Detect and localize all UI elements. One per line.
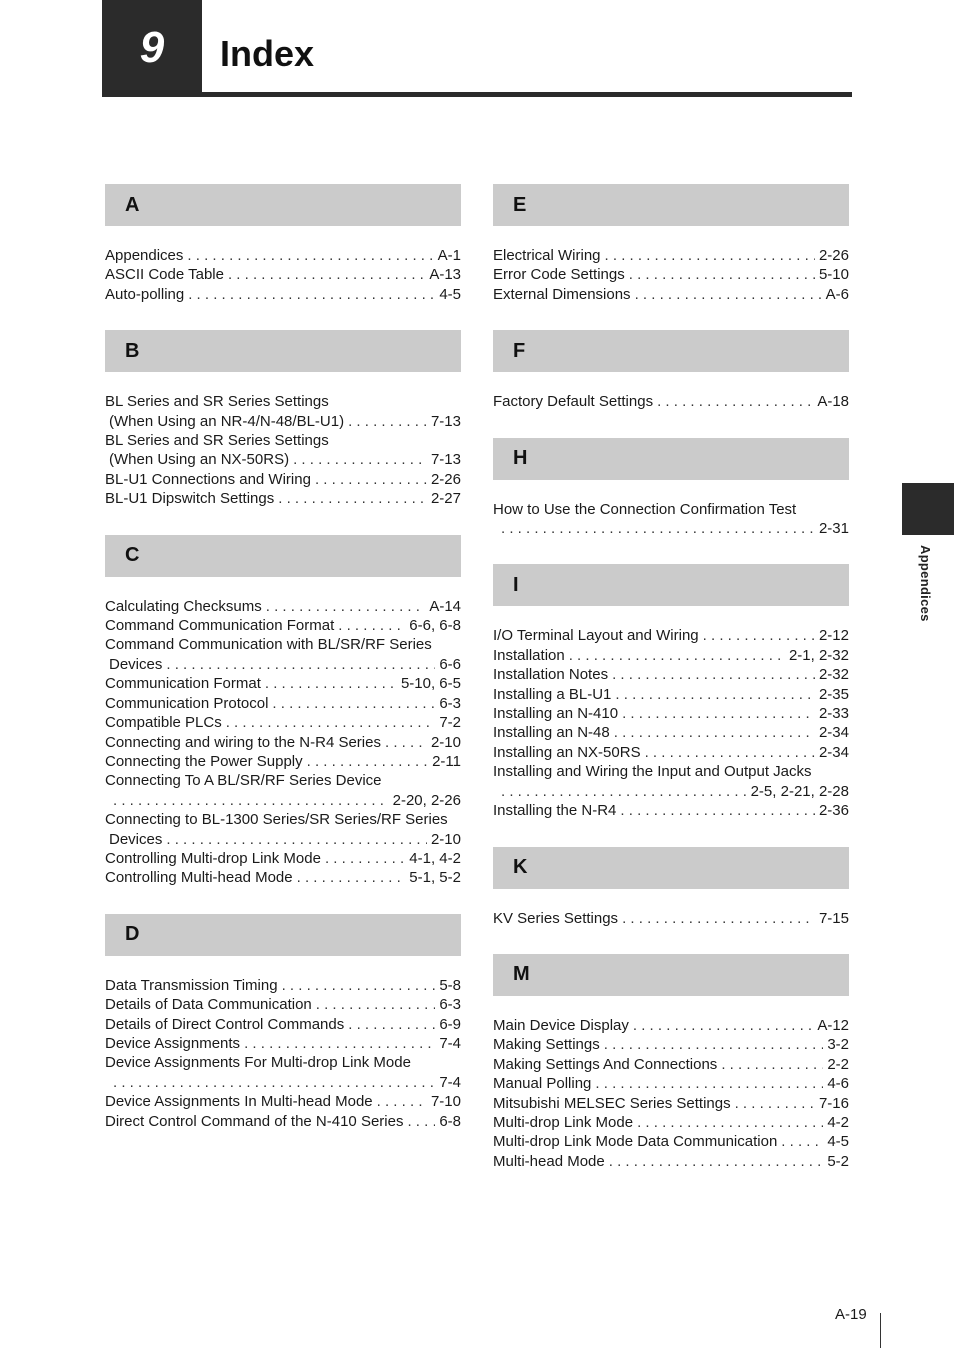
index-entry-line — [105, 431, 461, 450]
dot-leader — [297, 868, 406, 887]
dot-leader — [272, 694, 435, 713]
index-term: Multi-drop Link Mode Data Communication — [493, 1133, 778, 1151]
index-page-ref: 7-10 — [430, 1093, 461, 1111]
index-page-ref: A-18 — [817, 393, 849, 411]
index-entry — [493, 285, 849, 304]
index-entry — [493, 1035, 849, 1054]
index-page-ref: 7-15 — [818, 909, 849, 927]
index-entry — [105, 1092, 461, 1111]
section-letter-heading: A — [105, 184, 461, 226]
dot-leader — [338, 616, 405, 635]
index-entry — [105, 431, 461, 470]
index-term: BL Series and SR Series Settings — [105, 393, 329, 411]
index-entry-list — [493, 246, 849, 304]
dot-leader — [781, 1132, 823, 1151]
index-page-ref: 2-2 — [827, 1055, 849, 1073]
dot-leader — [407, 1112, 435, 1131]
dot-leader — [293, 450, 427, 469]
index-entry-line — [105, 470, 461, 489]
index-page-ref: 2-20, 2-26 — [392, 791, 461, 809]
index-page-ref: 2-32 — [818, 666, 849, 684]
dot-leader — [657, 392, 813, 411]
index-entry-list — [493, 626, 849, 820]
index-entry-line — [105, 713, 461, 732]
index-section — [493, 954, 849, 1171]
index-page-ref: A-6 — [825, 285, 849, 303]
index-entry-line — [493, 801, 849, 820]
index-term: Error Code Settings — [493, 266, 625, 284]
index-page-ref: 7-2 — [439, 714, 461, 732]
index-column-right — [493, 184, 849, 1197]
index-entry-line — [493, 782, 849, 801]
index-page-ref: 2-26 — [818, 247, 849, 264]
index-entry-line — [105, 655, 461, 674]
dot-leader — [605, 246, 815, 265]
index-term: Factory Default Settings — [493, 393, 654, 411]
index-entry-line — [493, 1055, 849, 1074]
dot-leader — [637, 1113, 823, 1132]
index-entry-list — [105, 597, 461, 888]
dot-leader — [609, 1152, 824, 1171]
dot-leader — [501, 782, 747, 801]
dot-leader — [166, 830, 427, 849]
dot-leader — [166, 655, 435, 674]
index-subterm: Devices — [109, 655, 163, 673]
index-page-ref: A-1 — [437, 247, 461, 264]
index-entry — [105, 694, 461, 713]
index-term: BL-U1 Dipswitch Settings — [105, 490, 275, 508]
index-entry-line — [493, 265, 849, 284]
index-entry — [493, 1152, 849, 1171]
dot-leader — [278, 489, 427, 508]
index-page-ref: 2-34 — [818, 743, 849, 761]
index-page-ref: 3-2 — [827, 1036, 849, 1054]
index-entry — [493, 1094, 849, 1113]
index-entry — [493, 1055, 849, 1074]
index-term: External Dimensions — [493, 285, 631, 303]
dot-leader — [635, 285, 822, 304]
index-entry-line — [493, 1016, 849, 1035]
index-page-ref: 2-36 — [818, 802, 849, 820]
index-entry — [493, 392, 849, 411]
index-page-ref: 7-13 — [430, 451, 461, 469]
dot-leader — [622, 909, 815, 928]
index-term: Installing an NX-50RS — [493, 743, 641, 761]
section-letter-heading: I — [493, 564, 849, 606]
dot-leader — [595, 1074, 823, 1093]
index-term: Multi-head Mode — [493, 1152, 605, 1170]
index-subterm: (When Using an NX-50RS) — [109, 451, 290, 469]
index-term: Command Communication Format — [105, 617, 335, 635]
index-entry-line — [105, 597, 461, 616]
index-entry — [105, 597, 461, 616]
dot-leader — [615, 685, 815, 704]
index-page-ref: 5-1, 5-2 — [409, 869, 461, 887]
dot-leader — [226, 713, 436, 732]
index-section — [105, 330, 461, 508]
index-entry-line — [493, 1152, 849, 1171]
index-page-ref: 7-4 — [439, 1073, 461, 1091]
index-entry-line — [105, 616, 461, 635]
index-subterm: Devices — [109, 830, 163, 848]
index-page-ref: 2-10 — [430, 733, 461, 751]
index-entry-line — [105, 1034, 461, 1053]
index-page-ref: 2-33 — [818, 705, 849, 723]
index-entry-line — [493, 1113, 849, 1132]
index-entry — [105, 246, 461, 265]
index-entry-line — [493, 762, 849, 781]
index-term: Compatible PLCs — [105, 714, 222, 732]
dot-leader — [113, 791, 389, 810]
section-letter-heading: F — [493, 330, 849, 372]
index-entry — [493, 265, 849, 284]
index-page-ref: 4-5 — [827, 1133, 849, 1151]
index-entry-line — [105, 810, 461, 829]
dot-leader — [244, 1034, 435, 1053]
dot-leader — [228, 265, 425, 284]
index-section — [493, 184, 849, 304]
index-entry — [105, 713, 461, 732]
dot-leader — [113, 1073, 435, 1092]
dot-leader — [266, 597, 426, 616]
index-entry-line — [105, 976, 461, 995]
index-entry-line — [493, 1074, 849, 1093]
index-term: Making Settings — [493, 1036, 600, 1054]
index-column-left — [105, 184, 461, 1157]
index-page-ref: 2-35 — [818, 685, 849, 703]
index-entry — [105, 674, 461, 693]
index-term: Device Assignments In Multi-head Mode — [105, 1093, 373, 1111]
index-entry — [105, 616, 461, 635]
dot-leader — [604, 1035, 824, 1054]
index-entry-list — [493, 392, 849, 411]
index-page-ref: 2-12 — [818, 627, 849, 645]
index-page-ref: 4-5 — [439, 285, 461, 303]
index-entry-line — [105, 868, 461, 887]
index-entry — [105, 489, 461, 508]
index-term: ASCII Code Table — [105, 266, 224, 284]
index-page-ref: A-12 — [817, 1016, 849, 1034]
index-page-ref: A-13 — [429, 266, 461, 284]
index-page-ref: 2-26 — [430, 470, 461, 488]
dot-leader — [501, 519, 815, 538]
index-page-ref: 2-31 — [818, 520, 849, 538]
index-entry — [493, 1113, 849, 1132]
index-entry — [105, 849, 461, 868]
index-term: Installing the N-R4 — [493, 802, 617, 820]
index-term: Calculating Checksums — [105, 597, 262, 615]
index-entry-line — [105, 1092, 461, 1111]
dot-leader — [721, 1055, 823, 1074]
page-number: A-19 — [835, 1306, 867, 1323]
index-entry — [105, 995, 461, 1014]
index-entry-line — [105, 246, 461, 265]
index-entry-line — [493, 909, 849, 928]
index-term: Installing an N-48 — [493, 724, 610, 742]
index-page-ref: 6-8 — [439, 1112, 461, 1130]
index-entry-line — [493, 1035, 849, 1054]
dot-leader — [188, 285, 435, 304]
dot-leader — [385, 733, 427, 752]
index-entry — [493, 704, 849, 723]
index-entry — [493, 1016, 849, 1035]
index-term: KV Series Settings — [493, 909, 619, 927]
dot-leader — [377, 1092, 427, 1111]
dot-leader — [307, 752, 428, 771]
dot-leader — [282, 976, 436, 995]
section-letter-heading: D — [105, 914, 461, 956]
index-entry-line — [493, 1094, 849, 1113]
dot-leader — [316, 995, 436, 1014]
index-entry-line — [493, 665, 849, 684]
dot-leader — [612, 665, 815, 684]
index-term: BL Series and SR Series Settings — [105, 432, 329, 450]
dot-leader — [569, 646, 785, 665]
index-term: Command Communication with BL/SR/RF Series — [105, 636, 432, 654]
index-page-ref: 6-3 — [439, 694, 461, 712]
index-entry-list — [105, 246, 461, 304]
index-term: Electrical Wiring — [493, 247, 601, 264]
index-term: Communication Protocol — [105, 694, 269, 712]
dot-leader — [633, 1016, 813, 1035]
section-letter-heading: M — [493, 954, 849, 996]
index-term: Communication Format — [105, 675, 261, 693]
index-entry — [105, 771, 461, 810]
dot-leader — [187, 246, 433, 265]
index-term: Installing a BL-U1 — [493, 685, 612, 703]
index-entry — [105, 285, 461, 304]
index-entry-line — [105, 285, 461, 304]
index-term: Multi-drop Link Mode — [493, 1113, 634, 1131]
index-entry-list — [105, 392, 461, 508]
index-entry — [105, 868, 461, 887]
index-term: Direct Control Command of the N-410 Series — [105, 1112, 404, 1130]
index-page-ref: 5-10 — [818, 266, 849, 284]
index-entry — [493, 626, 849, 645]
index-term: Main Device Display — [493, 1016, 629, 1034]
section-letter-heading: B — [105, 330, 461, 372]
index-page-ref: A-14 — [429, 597, 461, 615]
dot-leader — [645, 743, 815, 762]
index-entry-line — [105, 412, 461, 431]
index-entry — [105, 810, 461, 849]
index-entry-line — [493, 246, 849, 265]
side-thumb-tab — [902, 483, 954, 535]
index-page-ref: 4-2 — [827, 1113, 849, 1131]
dot-leader — [348, 412, 427, 431]
dot-leader — [325, 849, 405, 868]
index-page-ref: 6-3 — [439, 996, 461, 1014]
index-entry-line — [493, 743, 849, 762]
index-term: Data Transmission Timing — [105, 976, 278, 994]
index-entry-line — [105, 265, 461, 284]
index-entry — [493, 685, 849, 704]
index-term: How to Use the Connection Confirmation Test — [493, 500, 797, 518]
index-term: Installing and Wiring the Input and Output Jacks — [493, 763, 812, 781]
index-entry-line — [493, 646, 849, 665]
index-entry-line — [493, 1132, 849, 1151]
index-term: Installing an N-410 — [493, 705, 619, 723]
index-entry-line — [493, 704, 849, 723]
index-entry — [493, 743, 849, 762]
index-entry-line — [493, 626, 849, 645]
page-title: Index — [220, 33, 315, 74]
index-entry — [493, 646, 849, 665]
index-page-ref: 7-16 — [818, 1094, 849, 1112]
index-entry — [105, 470, 461, 489]
index-entry-line — [105, 674, 461, 693]
index-entry-line — [105, 1112, 461, 1131]
section-letter-heading: H — [493, 438, 849, 480]
index-entry-line — [105, 830, 461, 849]
index-entry-line — [105, 752, 461, 771]
index-entry-line — [105, 635, 461, 654]
index-entry-line — [105, 694, 461, 713]
dot-leader — [703, 626, 815, 645]
index-entry-line — [105, 1073, 461, 1092]
index-term: I/O Terminal Layout and Wiring — [493, 627, 699, 645]
section-letter-heading: E — [493, 184, 849, 226]
index-page-ref: 7-13 — [430, 412, 461, 430]
index-entry-list — [105, 976, 461, 1131]
index-section — [105, 914, 461, 1131]
index-page-ref: 5-2 — [827, 1152, 849, 1170]
index-term: Device Assignments For Multi-drop Link Mode — [105, 1054, 411, 1072]
index-entry-line — [493, 685, 849, 704]
index-entry — [105, 392, 461, 431]
index-entry — [105, 752, 461, 771]
dot-leader — [735, 1094, 815, 1113]
dot-leader — [614, 723, 815, 742]
index-entry-line — [493, 519, 849, 538]
index-entry — [105, 1034, 461, 1053]
index-term: Auto-polling — [105, 285, 185, 303]
index-term: Details of Direct Control Commands — [105, 1015, 345, 1033]
index-page-ref: 6-6, 6-8 — [409, 617, 461, 635]
section-letter-heading: K — [493, 847, 849, 889]
index-entry — [493, 500, 849, 539]
index-term: Connecting the Power Supply — [105, 752, 303, 770]
index-entry — [493, 665, 849, 684]
index-page-ref: 2-5, 2-21, 2-28 — [750, 782, 849, 800]
dot-leader — [622, 704, 815, 723]
index-term: Installation Notes — [493, 666, 609, 684]
index-section — [493, 564, 849, 820]
index-entry — [493, 1074, 849, 1093]
index-entry — [105, 635, 461, 674]
index-entry-line — [493, 285, 849, 304]
index-entry — [105, 265, 461, 284]
index-entry-line — [105, 1053, 461, 1072]
index-entry-line — [105, 1015, 461, 1034]
index-term: Connecting to BL-1300 Series/SR Series/RF Series — [105, 811, 448, 829]
index-entry — [105, 1053, 461, 1092]
index-entry — [493, 801, 849, 820]
index-section — [105, 535, 461, 888]
index-section — [493, 330, 849, 411]
index-section — [493, 438, 849, 539]
dot-leader — [265, 674, 397, 693]
index-page-ref: 2-34 — [818, 724, 849, 742]
index-page-ref: 2-10 — [430, 830, 461, 848]
index-entry-line — [105, 392, 461, 411]
index-page-ref: 5-10, 6-5 — [400, 675, 461, 693]
index-page-ref: 2-1, 2-32 — [788, 646, 849, 664]
index-page-ref: 5-8 — [439, 976, 461, 994]
index-entry — [493, 909, 849, 928]
index-entry — [493, 1132, 849, 1151]
index-term: Connecting To A BL/SR/RF Series Device — [105, 772, 382, 790]
index-page-ref: 2-11 — [432, 752, 461, 770]
index-entry-line — [105, 849, 461, 868]
index-term: Controlling Multi-head Mode — [105, 869, 293, 887]
index-page-ref: 2-27 — [430, 490, 461, 508]
index-term: Mitsubishi MELSEC Series Settings — [493, 1094, 731, 1112]
index-entry — [105, 733, 461, 752]
index-entry — [105, 976, 461, 995]
index-entry — [105, 1015, 461, 1034]
index-page-ref: 6-9 — [439, 1015, 461, 1033]
index-term: Installation — [493, 646, 565, 664]
section-letter-heading: C — [105, 535, 461, 577]
index-entry — [493, 762, 849, 801]
index-entry — [105, 1112, 461, 1131]
index-term: Appendices — [105, 247, 184, 264]
index-page-ref: 6-6 — [439, 655, 461, 673]
index-term: BL-U1 Connections and Wiring — [105, 470, 311, 488]
index-entry-list — [493, 1016, 849, 1171]
index-entry-line — [105, 995, 461, 1014]
dot-leader — [348, 1015, 435, 1034]
index-section — [493, 847, 849, 928]
index-term: Manual Polling — [493, 1075, 592, 1093]
chapter-number-box — [102, 0, 202, 96]
index-term: Controlling Multi-drop Link Mode — [105, 849, 321, 867]
index-subterm: (When Using an NR-4/N-48/BL-U1) — [109, 412, 345, 430]
index-term: Making Settings And Connections — [493, 1055, 718, 1073]
index-entry-list — [493, 909, 849, 928]
folio-rule — [880, 1313, 881, 1348]
index-page-ref: 4-6 — [827, 1075, 849, 1093]
index-entry-line — [105, 771, 461, 790]
title-rule — [102, 92, 852, 97]
index-entry-line — [493, 500, 849, 519]
index-section — [105, 184, 461, 304]
index-term: Device Assignments — [105, 1034, 241, 1052]
index-page-ref: 7-4 — [439, 1034, 461, 1052]
dot-leader — [315, 470, 427, 489]
index-term: Connecting and wiring to the N-R4 Series — [105, 733, 381, 751]
index-term: Details of Data Communication — [105, 996, 312, 1014]
index-entry-line — [105, 489, 461, 508]
dot-leader — [620, 801, 815, 820]
index-page-ref: 4-1, 4-2 — [409, 849, 461, 867]
chapter-number: 9 — [139, 23, 165, 72]
index-entry-line — [105, 450, 461, 469]
index-entry-list — [493, 500, 849, 539]
side-tab-label: Appendices — [918, 545, 933, 622]
index-entry-line — [105, 791, 461, 810]
index-entry-line — [493, 723, 849, 742]
index-entry-line — [105, 733, 461, 752]
dot-leader — [629, 265, 815, 284]
index-entry — [493, 246, 849, 265]
index-entry — [493, 723, 849, 742]
index-entry-line — [493, 392, 849, 411]
